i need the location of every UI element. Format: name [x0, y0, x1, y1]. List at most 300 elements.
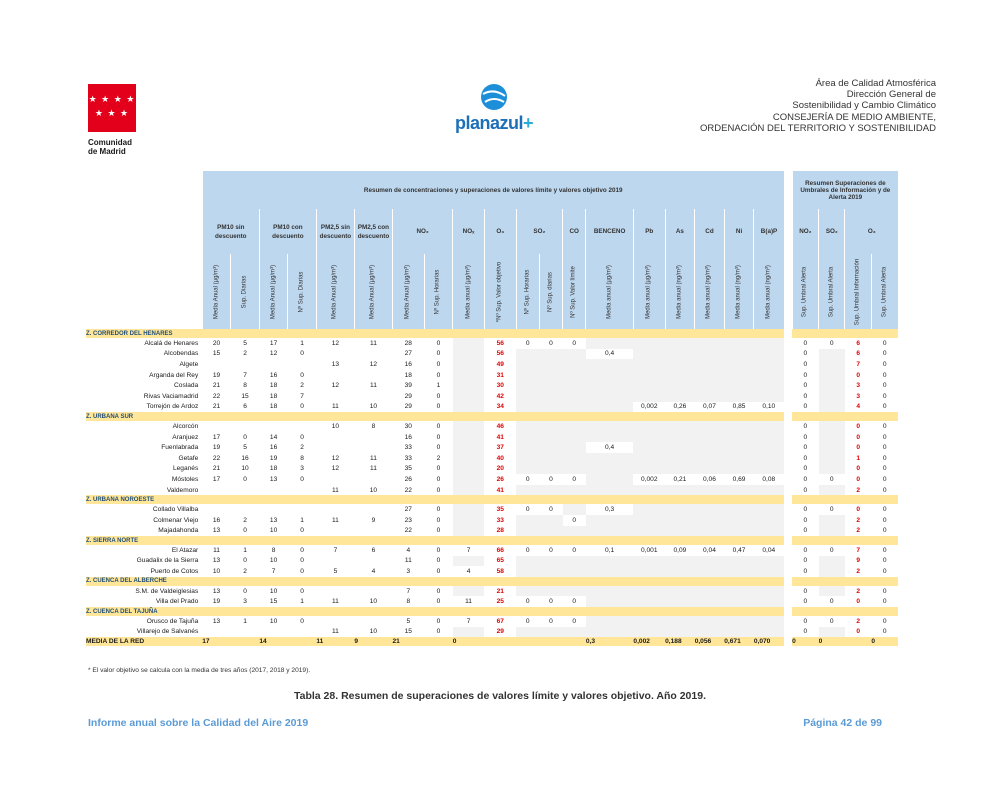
table-cell: 1	[300, 339, 304, 347]
table-cell: 8	[406, 598, 411, 606]
table-cell: 0	[829, 339, 834, 347]
table-cell	[516, 526, 539, 537]
table-cell	[724, 556, 754, 567]
network-average-cell: 0,002	[633, 637, 665, 646]
table-cell	[754, 391, 784, 402]
table-cell: 16	[404, 360, 412, 368]
table-cell	[695, 359, 725, 370]
table-cell	[724, 566, 754, 577]
planazul-logo	[446, 82, 542, 134]
table-cell: 0,04	[762, 546, 776, 554]
table-cell: 0	[525, 598, 530, 606]
comunidad-madrid-logo	[88, 84, 140, 156]
header-gap	[784, 209, 792, 254]
station-header-blank	[86, 254, 202, 329]
table-cell	[819, 586, 845, 597]
table-cell	[316, 526, 354, 537]
pollutant-group-header: SO₂	[819, 209, 845, 254]
metric-subheader	[259, 254, 288, 329]
table-cell	[633, 485, 665, 496]
table-cell	[724, 338, 754, 349]
table-cell	[539, 485, 562, 496]
table-cell	[754, 349, 784, 360]
table-cell: 0	[436, 598, 441, 606]
table-cell: 0	[882, 392, 887, 400]
table-cell	[453, 421, 485, 432]
station-name: Villa del Prado	[155, 598, 199, 606]
table-cell: 0	[436, 516, 441, 524]
table-cell	[563, 627, 586, 638]
table-cell	[316, 556, 354, 567]
table-cell: 0	[243, 527, 247, 535]
metric-subheader-label: Media anual (µg/m³)	[465, 264, 472, 319]
table-cell	[539, 391, 562, 402]
table-cell	[819, 627, 845, 638]
table-cell	[516, 432, 539, 443]
metric-subheader	[845, 254, 871, 329]
table-cell: 0	[300, 475, 304, 483]
table-cell	[453, 349, 485, 360]
table-cell: 29	[404, 403, 412, 411]
table-cell: 0	[436, 422, 441, 430]
table-cell: 7	[300, 392, 304, 400]
table-row	[86, 545, 898, 556]
table-cell: 12	[269, 350, 278, 358]
table-cell	[563, 380, 586, 391]
row-gap	[784, 566, 792, 577]
table-cell	[724, 421, 754, 432]
summary-table-container	[86, 171, 898, 646]
table-cell	[563, 485, 586, 496]
table-cell	[516, 421, 539, 432]
station-name: Aranjuez	[172, 433, 199, 441]
planazul-globe-icon	[479, 82, 509, 112]
table-cell	[354, 586, 392, 597]
table-cell	[563, 402, 586, 413]
table-cell: 0	[829, 546, 834, 554]
table-cell	[354, 474, 392, 485]
table-cell: 0	[525, 475, 530, 483]
table-cell	[665, 464, 695, 475]
table-cell	[516, 359, 539, 370]
table-cell: 0	[803, 403, 808, 411]
table-cell: 11	[404, 557, 412, 565]
table-cell	[202, 485, 231, 496]
pollutant-group-header: NOₓ	[453, 209, 485, 254]
table-cell	[633, 442, 665, 453]
table-cell: 35	[496, 506, 504, 514]
network-average-cell: 21	[392, 637, 424, 646]
table-cell	[453, 464, 485, 475]
table-cell	[819, 370, 845, 381]
network-average-cell	[845, 637, 871, 646]
footnote: * El valor objetivo se calcula con la media de tres años (2017, 2018 y 2019).	[88, 667, 311, 674]
table-cell: 0	[882, 360, 887, 368]
table-row	[86, 616, 898, 627]
table-cell	[724, 349, 754, 360]
table-cell: 0	[882, 546, 887, 554]
table-cell	[695, 616, 725, 627]
table-cell: 7	[243, 371, 247, 379]
table-cell	[563, 453, 586, 464]
table-cell: 6	[371, 546, 376, 554]
table-cell	[316, 586, 354, 597]
table-cell: 0	[300, 587, 304, 595]
table-cell	[453, 453, 485, 464]
madrid-flag-icon: ★ ★ ★ ★ ★ ★ ★	[88, 84, 136, 132]
table-cell: 0,26	[673, 403, 687, 411]
table-cell	[516, 586, 539, 597]
table-cell	[453, 556, 485, 567]
table-cell: 29	[404, 392, 412, 400]
table-cell: 0	[436, 465, 441, 473]
table-cell: 0	[882, 587, 887, 595]
table-cell: 0	[300, 557, 304, 565]
table-cell: 0,1	[605, 546, 615, 554]
table-cell	[354, 349, 392, 360]
table-cell	[516, 627, 539, 638]
table-cell	[539, 566, 562, 577]
alerts-title-header: Resumen Superaciones de Umbrales de Información y de Alerta 2019	[792, 171, 898, 209]
table-cell: 0	[882, 454, 887, 462]
table-cell: 0	[882, 475, 887, 483]
table-cell	[633, 586, 665, 597]
table-cell: 2	[856, 486, 860, 494]
table-cell: 0	[436, 371, 441, 379]
table-cell	[724, 453, 754, 464]
table-cell: 3	[300, 465, 304, 473]
table-cell: 0	[882, 433, 887, 441]
table-cell	[633, 526, 665, 537]
table-cell: 28	[404, 339, 412, 347]
logo-text-line-1: Comunidad	[88, 138, 132, 147]
table-cell: 2	[856, 568, 860, 576]
row-gap	[784, 338, 792, 349]
metric-subheader-label: Media anual (µg/m³)	[606, 264, 613, 319]
zone-group-row	[86, 412, 898, 421]
table-cell: 21	[496, 587, 504, 595]
table-cell: 39	[404, 382, 412, 390]
table-cell	[586, 474, 634, 485]
table-cell: 33	[496, 516, 504, 524]
metric-subheader	[316, 254, 354, 329]
table-cell: 33	[404, 454, 412, 462]
table-cell: 2	[300, 444, 304, 452]
table-cell	[453, 442, 485, 453]
pollutant-group-header: SO₂	[516, 209, 563, 254]
pollutant-group-header: PM2,5 sin descuento	[316, 209, 354, 254]
table-cell	[633, 432, 665, 443]
table-cell	[202, 359, 231, 370]
table-row	[86, 566, 898, 577]
zone-gap	[784, 412, 792, 421]
table-cell: 21	[212, 382, 221, 390]
table-cell	[354, 432, 392, 443]
table-cell	[695, 442, 725, 453]
table-cell	[754, 370, 784, 381]
table-cell	[316, 616, 354, 627]
table-cell	[633, 556, 665, 567]
table-row	[86, 349, 898, 360]
table-cell: 0	[856, 628, 860, 636]
table-cell	[539, 453, 562, 464]
table-row	[86, 442, 898, 453]
table-cell	[695, 421, 725, 432]
table-cell	[633, 349, 665, 360]
table-cell: 49	[496, 360, 504, 368]
table-cell: 0	[882, 339, 887, 347]
table-row	[86, 485, 898, 496]
row-gap	[784, 556, 792, 567]
table-cell	[259, 504, 288, 515]
table-cell: 20	[212, 339, 221, 347]
metric-subheader-label: Media Anual (µg/m³)	[404, 264, 411, 319]
metric-subheader-label: Sup. Umbral Alerta	[828, 266, 835, 317]
table-cell: 0	[549, 598, 553, 606]
station-name: Valdemoro	[166, 486, 199, 494]
table-cell	[695, 391, 725, 402]
table-cell: 18	[404, 371, 412, 379]
table-cell: 18	[269, 392, 278, 400]
table-cell	[665, 442, 695, 453]
metric-subheader	[453, 254, 485, 329]
page-number: Página 42 de 99	[803, 717, 882, 729]
table-cell	[586, 616, 634, 627]
table-cell	[819, 391, 845, 402]
network-average-cell: 0	[871, 637, 898, 646]
table-cell	[695, 504, 725, 515]
metric-subheader-label: Sup. Umbral Información	[854, 258, 861, 325]
table-cell	[231, 485, 260, 496]
metric-subheader-label: Media Anual (µg/m³)	[331, 264, 338, 319]
table-cell: 2	[436, 454, 441, 462]
table-cell: 8	[271, 546, 276, 554]
station-name: Colmenar Viejo	[153, 516, 199, 524]
zone-name: Z. URBANA SUR	[86, 412, 784, 421]
table-cell	[316, 442, 354, 453]
table-cell	[695, 515, 725, 526]
table-cell: 0	[803, 557, 808, 565]
table-cell	[516, 464, 539, 475]
table-cell	[695, 370, 725, 381]
table-cell: 0	[436, 587, 441, 595]
table-cell	[633, 380, 665, 391]
table-cell: 0,85	[732, 403, 746, 411]
table-cell: 21	[212, 465, 221, 473]
table-cell: 22	[404, 527, 412, 535]
table-cell: 15	[404, 628, 412, 636]
table-cell: 20	[496, 465, 504, 473]
table-cell: 56	[496, 339, 504, 347]
table-cell	[354, 442, 392, 453]
table-cell: 10	[269, 617, 278, 625]
table-cell: 0	[882, 382, 887, 390]
table-cell: 0	[829, 506, 834, 514]
metric-subheader	[695, 254, 725, 329]
table-row	[86, 515, 898, 526]
network-average-cell	[231, 637, 260, 646]
table-cell: 15	[212, 350, 221, 358]
table-cell: 10	[269, 527, 278, 535]
table-cell	[354, 504, 392, 515]
table-cell: 0	[549, 617, 553, 625]
table-cell: 23	[404, 516, 412, 524]
table-cell	[453, 359, 485, 370]
table-cell: 37	[496, 444, 504, 452]
table-cell: 4	[856, 403, 860, 411]
table-cell	[453, 402, 485, 413]
table-cell	[724, 586, 754, 597]
table-cell	[586, 380, 634, 391]
table-cell: 2	[856, 516, 860, 524]
network-average-cell: 9	[354, 637, 392, 646]
zone-gap	[784, 536, 792, 545]
table-cell: 22	[404, 486, 412, 494]
station-name: Getafe	[178, 454, 199, 462]
network-average-cell: 0	[819, 637, 845, 646]
table-cell: 0,04	[703, 546, 716, 554]
pollutant-group-header: PM10 con descuento	[259, 209, 316, 254]
table-cell: 0	[572, 598, 577, 606]
table-cell: 0	[803, 444, 808, 452]
table-cell	[586, 515, 634, 526]
zone-group-row	[86, 536, 898, 545]
table-row	[86, 474, 898, 485]
zone-fill	[792, 412, 898, 421]
table-cell	[695, 464, 725, 475]
table-cell	[724, 370, 754, 381]
table-cell: 0	[856, 598, 860, 606]
zone-fill	[792, 329, 898, 338]
table-cell	[288, 359, 317, 370]
network-average-cell: 0,070	[754, 637, 784, 646]
table-cell: 0	[436, 392, 441, 400]
table-cell	[586, 566, 634, 577]
station-name: Orusco de Tajuña	[146, 617, 199, 625]
table-cell: 0	[525, 339, 530, 347]
network-average-label: MEDIA DE LA RED	[86, 637, 202, 646]
table-cell	[633, 464, 665, 475]
header-gap	[784, 254, 792, 329]
table-cell	[539, 442, 562, 453]
table-cell	[665, 380, 695, 391]
metric-subheader-label: Media Anual (µg/m³)	[213, 264, 220, 319]
table-cell: 0	[882, 506, 887, 514]
pollutant-group-header: Pb	[633, 209, 665, 254]
table-cell	[586, 370, 634, 381]
table-cell: 13	[212, 527, 221, 535]
table-cell: 0	[300, 371, 304, 379]
metric-subheader	[424, 254, 453, 329]
zone-fill	[792, 495, 898, 504]
table-cell: 66	[496, 546, 504, 554]
table-cell: 35	[404, 465, 412, 473]
metric-subheader-label: Sup. Umbral Alerta	[801, 266, 808, 317]
table-cell	[453, 391, 485, 402]
table-cell	[516, 442, 539, 453]
table-row	[86, 370, 898, 381]
table-cell	[516, 370, 539, 381]
table-cell: 10	[331, 422, 340, 430]
table-cell	[539, 380, 562, 391]
table-cell: 6	[243, 403, 247, 411]
table-cell	[633, 566, 665, 577]
header-line-4: CONSEJERÍA DE MEDIO AMBIENTE,	[772, 111, 936, 123]
table-cell: 26	[404, 475, 412, 483]
table-cell: 11	[331, 403, 339, 411]
table-cell	[754, 596, 784, 607]
table-cell: 2	[243, 568, 247, 576]
table-cell: 10	[369, 598, 378, 606]
table-cell: 0	[856, 475, 860, 483]
table-cell	[563, 349, 586, 360]
table-cell: 9	[371, 516, 376, 524]
table-cell: 19	[212, 371, 221, 379]
station-name: Algete	[179, 360, 199, 368]
metric-subheader	[231, 254, 260, 329]
table-cell	[754, 359, 784, 370]
table-cell: 56	[496, 350, 504, 358]
table-cell	[665, 596, 695, 607]
table-cell	[819, 432, 845, 443]
row-gap	[784, 402, 792, 413]
table-cell	[586, 391, 634, 402]
network-average-cell: 17	[202, 637, 231, 646]
table-cell	[316, 432, 354, 443]
table-cell: 6	[856, 350, 860, 358]
table-cell	[453, 474, 485, 485]
table-cell: 0	[829, 598, 834, 606]
table-cell	[586, 556, 634, 567]
table-cell	[819, 421, 845, 432]
table-cell: 15	[241, 392, 249, 400]
table-cell: 0	[436, 617, 441, 625]
table-cell	[586, 402, 634, 413]
table-cell: 2	[300, 382, 304, 390]
pollutant-group-header: O₃	[484, 209, 516, 254]
table-cell	[819, 359, 845, 370]
table-cell	[453, 370, 485, 381]
table-cell: 0,47	[732, 546, 746, 554]
table-cell: 67	[496, 617, 504, 625]
table-cell: 12	[331, 454, 340, 462]
table-cell	[724, 485, 754, 496]
zone-group-row	[86, 495, 898, 504]
table-cell: 0	[882, 628, 887, 636]
table-row	[86, 596, 898, 607]
station-name: El Atazar	[171, 546, 199, 554]
table-cell	[453, 526, 485, 537]
table-cell	[754, 556, 784, 567]
table-cell	[754, 504, 784, 515]
table-cell	[563, 526, 586, 537]
metric-subheader	[792, 254, 818, 329]
pollutant-group-header: PM10 sin descuento	[202, 209, 259, 254]
table-cell	[754, 515, 784, 526]
metric-subheader	[724, 254, 754, 329]
pollutant-group-header: CO	[563, 209, 586, 254]
table-cell	[453, 380, 485, 391]
table-cell	[724, 359, 754, 370]
zone-gap	[784, 329, 792, 338]
station-name: Fuenlabrada	[161, 444, 199, 452]
table-cell: 0	[300, 546, 304, 554]
table-cell	[563, 566, 586, 577]
table-cell	[633, 338, 665, 349]
table-cell: 19	[212, 598, 221, 606]
table-cell	[453, 338, 485, 349]
table-cell	[695, 586, 725, 597]
